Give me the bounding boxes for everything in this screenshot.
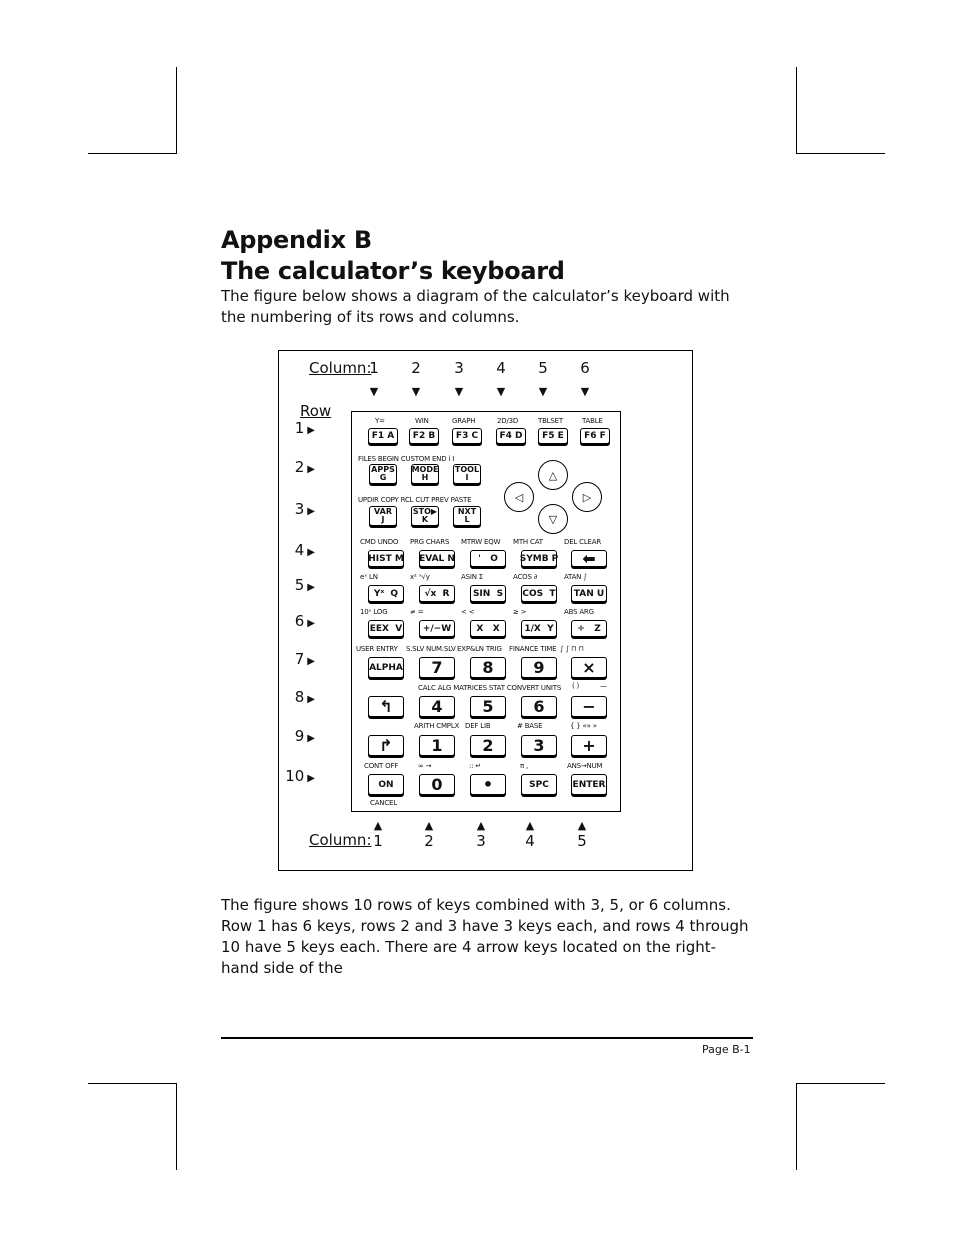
shift-label: PRG CHARS bbox=[410, 538, 450, 546]
row-label: Row bbox=[300, 402, 332, 420]
row-marker: ▶ bbox=[307, 464, 315, 475]
calculator-key[interactable] bbox=[368, 620, 404, 637]
calculator-key[interactable] bbox=[580, 428, 610, 444]
calculator-key[interactable] bbox=[368, 550, 404, 567]
column-up-marker: ▲ bbox=[373, 819, 383, 832]
key-label: ENTER bbox=[572, 779, 606, 790]
shift-label: TBLSET bbox=[538, 417, 563, 425]
column-down-marker: ▼ bbox=[369, 385, 379, 398]
key-label: MODE H bbox=[411, 465, 439, 482]
key-label: 2 bbox=[482, 735, 494, 755]
row-marker: ▶ bbox=[307, 694, 315, 705]
key-label: ↱ bbox=[379, 735, 393, 755]
calculator-key[interactable] bbox=[368, 696, 404, 717]
row-number bbox=[275, 419, 315, 437]
key-label: ALPHA bbox=[369, 662, 403, 673]
key-label: F1 A bbox=[371, 431, 395, 441]
shift-label: USER ENTRY bbox=[356, 645, 398, 653]
calculator-key[interactable] bbox=[538, 428, 568, 444]
calculator-key[interactable] bbox=[419, 550, 455, 567]
column-up-marker: ▲ bbox=[577, 819, 587, 832]
key-label: − bbox=[582, 696, 596, 716]
column-number: 2 bbox=[424, 832, 434, 850]
row-marker: ▶ bbox=[307, 582, 315, 593]
shift-label: ARITH CMPLX bbox=[414, 722, 460, 730]
page-number: Page B-1 bbox=[702, 1043, 751, 1056]
calculator-key[interactable] bbox=[419, 696, 455, 717]
key-label: X X bbox=[476, 623, 500, 634]
key-label: √x R bbox=[424, 588, 450, 599]
calculator-key[interactable] bbox=[470, 620, 506, 637]
calculator-key[interactable] bbox=[411, 506, 439, 526]
shift-label: π , bbox=[520, 762, 529, 770]
calculator-key[interactable] bbox=[571, 657, 607, 678]
calculator-key[interactable] bbox=[452, 428, 482, 444]
title-line-2: The calculator’s keyboard bbox=[221, 257, 565, 285]
calculator-key[interactable] bbox=[521, 696, 557, 717]
row-number-text: 3 bbox=[294, 500, 305, 518]
shift-label: x² ˣ√y bbox=[410, 573, 430, 581]
column-up-marker: ▲ bbox=[424, 819, 434, 832]
calculator-key[interactable] bbox=[411, 464, 439, 484]
shift-label: DEL CLEAR bbox=[564, 538, 602, 546]
key-label: F6 F bbox=[584, 431, 606, 441]
calculator-key[interactable] bbox=[419, 735, 455, 756]
calculator-key[interactable] bbox=[409, 428, 439, 444]
up-arrow-key[interactable] bbox=[538, 460, 568, 490]
down-arrow-key[interactable] bbox=[538, 504, 568, 534]
calculator-key[interactable] bbox=[453, 506, 481, 526]
column-label-bottom: Column: bbox=[309, 831, 372, 849]
calculator-key[interactable] bbox=[470, 696, 506, 717]
calculator-key[interactable] bbox=[419, 585, 455, 602]
key-label: HIST M bbox=[368, 553, 404, 564]
left-arrow-key[interactable] bbox=[504, 482, 534, 512]
shift-label: CALC ALG MATRICES STAT CONVERT UNITS bbox=[418, 684, 562, 692]
column-number: 6 bbox=[580, 359, 590, 377]
shift-label: FILES BEGIN CUSTOM END i I bbox=[358, 455, 455, 463]
footer-rule bbox=[221, 1037, 753, 1039]
key-label: 3 bbox=[533, 735, 545, 755]
calculator-key[interactable] bbox=[470, 585, 506, 602]
key-label: VAR J bbox=[374, 507, 392, 524]
keyboard-diagram bbox=[351, 411, 621, 812]
row-marker: ▶ bbox=[307, 656, 315, 667]
calculator-key[interactable] bbox=[470, 774, 506, 795]
column-down-marker: ▼ bbox=[454, 385, 464, 398]
shift-label: ≥ > bbox=[513, 608, 527, 616]
column-number: 2 bbox=[411, 359, 421, 377]
row-number-text: 8 bbox=[294, 688, 305, 706]
row-number bbox=[275, 458, 315, 476]
key-label: 7 bbox=[431, 657, 443, 677]
row-number bbox=[275, 500, 315, 518]
column-label-top: Column: bbox=[309, 359, 372, 377]
key-label: 6 bbox=[533, 696, 545, 716]
shift-label: S.SLV NUM.SLV bbox=[406, 645, 456, 653]
key-label: COS T bbox=[522, 588, 556, 599]
row-marker: ▶ bbox=[307, 773, 315, 784]
up-arrow-icon: △ bbox=[548, 468, 558, 482]
key-label: F3 C bbox=[455, 431, 479, 441]
column-up-marker: ▲ bbox=[476, 819, 486, 832]
calculator-key[interactable] bbox=[571, 735, 607, 756]
calculator-key[interactable] bbox=[521, 550, 557, 567]
key-label: ON bbox=[378, 779, 394, 790]
row-marker: ▶ bbox=[307, 733, 315, 744]
column-down-marker: ▼ bbox=[496, 385, 506, 398]
shift-label: ACOS ∂ bbox=[513, 573, 538, 581]
body-paragraph: The figure shows 10 rows of keys combined with 3, 5, or 6 columns. Row 1 has 6 keys, rows 2 and 3 have 3 keys each, and rows 4 through 10 have 5 keys each. There are 4 arrow keys located on the right-hand side of the bbox=[221, 896, 749, 977]
calculator-key[interactable] bbox=[470, 657, 506, 678]
key-label: SYMB P bbox=[519, 553, 559, 564]
calculator-key[interactable] bbox=[453, 464, 481, 484]
row-number bbox=[275, 650, 315, 668]
calculator-key[interactable] bbox=[368, 774, 404, 795]
shift-label: CANCEL bbox=[370, 799, 397, 807]
keyboard-figure bbox=[278, 350, 693, 871]
calculator-key[interactable] bbox=[521, 585, 557, 602]
key-label: ⬅ bbox=[582, 548, 596, 568]
calculator-key[interactable] bbox=[419, 620, 455, 637]
key-label: APPS G bbox=[371, 465, 395, 482]
column-down-marker: ▼ bbox=[538, 385, 548, 398]
shift-label: :: ↵ bbox=[469, 762, 482, 770]
key-label: 4 bbox=[431, 696, 443, 716]
row-number-text: 10 bbox=[285, 767, 305, 785]
key-label: 1/X Y bbox=[524, 623, 554, 634]
shift-label: UPDIR COPY RCL CUT PREV PASTE bbox=[358, 496, 472, 504]
shift-label: ASIN Σ bbox=[461, 573, 483, 581]
shift-label: Y= bbox=[375, 417, 385, 425]
column-number: 4 bbox=[525, 832, 535, 850]
key-label: EEX V bbox=[369, 623, 403, 634]
calculator-key[interactable] bbox=[521, 774, 557, 795]
key-label: • bbox=[482, 774, 494, 794]
right-arrow-key[interactable] bbox=[572, 482, 602, 512]
shift-label: ANS→NUM bbox=[567, 762, 603, 770]
row-number bbox=[275, 727, 315, 745]
row-marker: ▶ bbox=[307, 618, 315, 629]
key-label: EVAL N bbox=[419, 553, 455, 564]
calculator-key[interactable] bbox=[521, 657, 557, 678]
calculator-key[interactable] bbox=[571, 620, 607, 637]
key-label: ÷ Z bbox=[577, 623, 601, 634]
right-arrow-icon: ▷ bbox=[582, 490, 592, 504]
crop-mark bbox=[176, 67, 177, 153]
down-arrow-icon: ▽ bbox=[548, 512, 558, 526]
shift-label: — bbox=[600, 682, 607, 690]
key-label: + bbox=[582, 735, 596, 755]
row-number bbox=[275, 767, 315, 785]
calculator-key[interactable] bbox=[470, 735, 506, 756]
column-number: 3 bbox=[476, 832, 486, 850]
left-arrow-icon: ◁ bbox=[514, 490, 524, 504]
column-down-marker: ▼ bbox=[411, 385, 421, 398]
key-label: F4 D bbox=[499, 431, 523, 441]
shift-label: FINANCE TIME bbox=[509, 645, 557, 653]
calculator-key[interactable] bbox=[470, 550, 506, 567]
calculator-key[interactable] bbox=[571, 696, 607, 717]
row-number-text: 4 bbox=[294, 541, 305, 559]
key-label: 5 bbox=[482, 696, 494, 716]
shift-label: eˣ LN bbox=[360, 573, 378, 581]
key-label: 9 bbox=[533, 657, 545, 677]
key-label: 1 bbox=[431, 735, 443, 755]
page-title bbox=[221, 225, 565, 287]
shift-label: CMD UNDO bbox=[360, 538, 399, 546]
crop-mark bbox=[88, 153, 177, 154]
row-number bbox=[275, 541, 315, 559]
column-number: 1 bbox=[373, 832, 383, 850]
calculator-key[interactable] bbox=[419, 774, 455, 795]
shift-label: ABS ARG bbox=[564, 608, 594, 616]
key-label: +/−W bbox=[422, 623, 452, 634]
row-number-text: 7 bbox=[294, 650, 305, 668]
key-label: 8 bbox=[482, 657, 494, 677]
calculator-key[interactable] bbox=[571, 550, 607, 567]
row-marker: ▶ bbox=[307, 547, 315, 558]
row-number-text: 2 bbox=[294, 458, 305, 476]
shift-label: MTRW EQW bbox=[461, 538, 501, 546]
calculator-key[interactable] bbox=[521, 620, 557, 637]
shift-label: WIN bbox=[415, 417, 429, 425]
row-number bbox=[275, 612, 315, 630]
column-number: 4 bbox=[496, 359, 506, 377]
key-label: F2 B bbox=[412, 431, 436, 441]
column-up-marker: ▲ bbox=[525, 819, 535, 832]
crop-mark bbox=[796, 153, 885, 154]
shift-label: TABLE bbox=[582, 417, 603, 425]
shift-label: ATAN ∫ bbox=[564, 573, 587, 581]
column-down-marker: ▼ bbox=[580, 385, 590, 398]
intro-paragraph: The figure below shows a diagram of the calculator’s keyboard with the numbering of its rows and columns. bbox=[221, 287, 730, 326]
row-marker: ▶ bbox=[307, 506, 315, 517]
shift-label: # BASE bbox=[517, 722, 543, 730]
shift-label: ( ) bbox=[572, 682, 580, 690]
crop-mark bbox=[176, 1083, 177, 1170]
crop-mark bbox=[796, 1083, 797, 1170]
shift-label: ∫ ∫ ⊓ ⊓ bbox=[560, 645, 584, 653]
calculator-key[interactable] bbox=[571, 774, 607, 795]
shift-label: < < bbox=[461, 608, 475, 616]
row-marker: ▶ bbox=[307, 425, 315, 436]
key-label: F5 E bbox=[542, 431, 564, 441]
shift-label: ≠ = bbox=[410, 608, 424, 616]
key-label: NXT L bbox=[457, 507, 477, 524]
row-number bbox=[275, 576, 315, 594]
key-label: ' O bbox=[478, 553, 498, 564]
title-line-1: Appendix B bbox=[221, 226, 372, 254]
crop-mark bbox=[796, 67, 797, 153]
row-number-text: 9 bbox=[294, 727, 305, 745]
calculator-key[interactable] bbox=[368, 428, 398, 444]
calculator-key[interactable] bbox=[571, 585, 607, 602]
calculator-key[interactable] bbox=[368, 585, 404, 602]
key-label: 0 bbox=[431, 774, 443, 794]
column-number: 3 bbox=[454, 359, 464, 377]
row-number-text: 6 bbox=[294, 612, 305, 630]
calculator-key[interactable] bbox=[368, 735, 404, 756]
shift-label: DEF LIB bbox=[465, 722, 491, 730]
calculator-key[interactable] bbox=[521, 735, 557, 756]
key-label: ↰ bbox=[379, 696, 393, 716]
shift-label: 10ˣ LOG bbox=[360, 608, 388, 616]
key-label: TAN U bbox=[573, 588, 605, 599]
shift-label: GRAPH bbox=[452, 417, 476, 425]
shift-label: 2D/3D bbox=[497, 417, 519, 425]
column-number: 5 bbox=[577, 832, 587, 850]
shift-label: EXP&LN TRIG bbox=[457, 645, 502, 653]
shift-label: { } «» » bbox=[570, 722, 597, 730]
shift-label: CONT OFF bbox=[364, 762, 399, 770]
key-label: Yˣ Q bbox=[373, 588, 399, 599]
crop-mark bbox=[796, 1083, 885, 1084]
calculator-key[interactable] bbox=[368, 657, 404, 678]
column-number: 5 bbox=[538, 359, 548, 377]
key-label: TOOL I bbox=[454, 465, 480, 482]
key-label: SPC bbox=[529, 779, 549, 790]
key-label: × bbox=[582, 657, 596, 677]
column-number: 1 bbox=[369, 359, 379, 377]
calculator-key[interactable] bbox=[496, 428, 526, 444]
crop-mark bbox=[88, 1083, 177, 1084]
calculator-key[interactable] bbox=[419, 657, 455, 678]
shift-label: MTH CAT bbox=[513, 538, 543, 546]
row-number-text: 5 bbox=[294, 576, 305, 594]
calculator-key[interactable] bbox=[369, 506, 397, 526]
shift-label: ∞ → bbox=[418, 762, 432, 770]
row-number bbox=[275, 688, 315, 706]
calculator-key[interactable] bbox=[369, 464, 397, 484]
key-label: STO▶ K bbox=[412, 507, 438, 524]
row-number-text: 1 bbox=[294, 419, 305, 437]
key-label: SIN S bbox=[472, 588, 504, 599]
